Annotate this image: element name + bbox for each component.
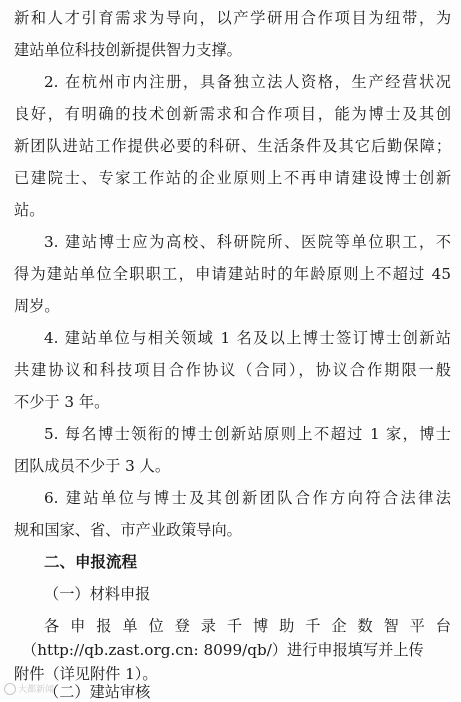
watermark <box>4 682 54 695</box>
paragraph-line: 6. 建站单位与博士及其创新团队合作方向符合法律法 <box>44 489 451 507</box>
subsection-heading: （一）材料申报 <box>44 585 151 603</box>
paragraph-line: 周岁。 <box>14 297 60 315</box>
paragraph-line: 2. 在杭州市内注册，具备独立法人资格，生产经营状况 <box>44 73 451 91</box>
section-heading: 二、申报流程 <box>44 553 138 571</box>
paragraph-line: 不少于 3 年。 <box>14 393 110 411</box>
watermark-logo-icon <box>4 683 16 695</box>
paragraph-line: 新团队进站工作提供必要的科研、生活条件及其它后勤保障； <box>14 137 451 155</box>
paragraph-line: 3. 建站博士应为高校、科研院所、医院等单位职工，不 <box>44 233 451 251</box>
watermark-text: 大都新闻 <box>18 685 55 695</box>
paragraph-line: 附件（详见附件 1）。 <box>14 665 158 683</box>
paragraph-line: 站。 <box>14 201 45 219</box>
paragraph-line: 已建院士、专家工作站的企业原则上不再申请建设博士创新 <box>14 169 451 187</box>
paragraph-line: 共建协议和科技项目合作协议（合同），协议合作期限一般 <box>14 361 451 379</box>
paragraph-line: 5. 每名博士领衔的博士创新站原则上不超过 1 家，博士 <box>44 425 451 443</box>
paragraph-line: 良好，有明确的技术创新需求和合作项目，能为博士及其创 <box>14 105 451 123</box>
paragraph-line: （http://qb.zast.org.cn: 8099/qb/）进行申报填写并上传 <box>22 641 424 659</box>
subsection-heading: （二）建站审核 <box>44 683 151 701</box>
paragraph-line: 各 申 报 单 位 登 录 千 博 助 千 企 数 智 平 台 <box>44 617 451 635</box>
paragraph-line: 建站单位科技创新提供智力支撑。 <box>14 41 242 59</box>
paragraph-line: 团队成员不少于 3 人。 <box>14 457 171 475</box>
paragraph-line: 4. 建站单位与相关领域 1 名及以上博士签订博士创新站 <box>44 329 451 347</box>
paragraph-line: 新和人才引育需求为导向，以产学研用合作项目为纽带，为 <box>14 9 451 27</box>
paragraph-line: 得为建站单位全职职工，申请建站时的年龄原则上不超过 45 <box>14 265 451 283</box>
paragraph-line: 规和国家、省、市产业政策导向。 <box>14 521 242 539</box>
